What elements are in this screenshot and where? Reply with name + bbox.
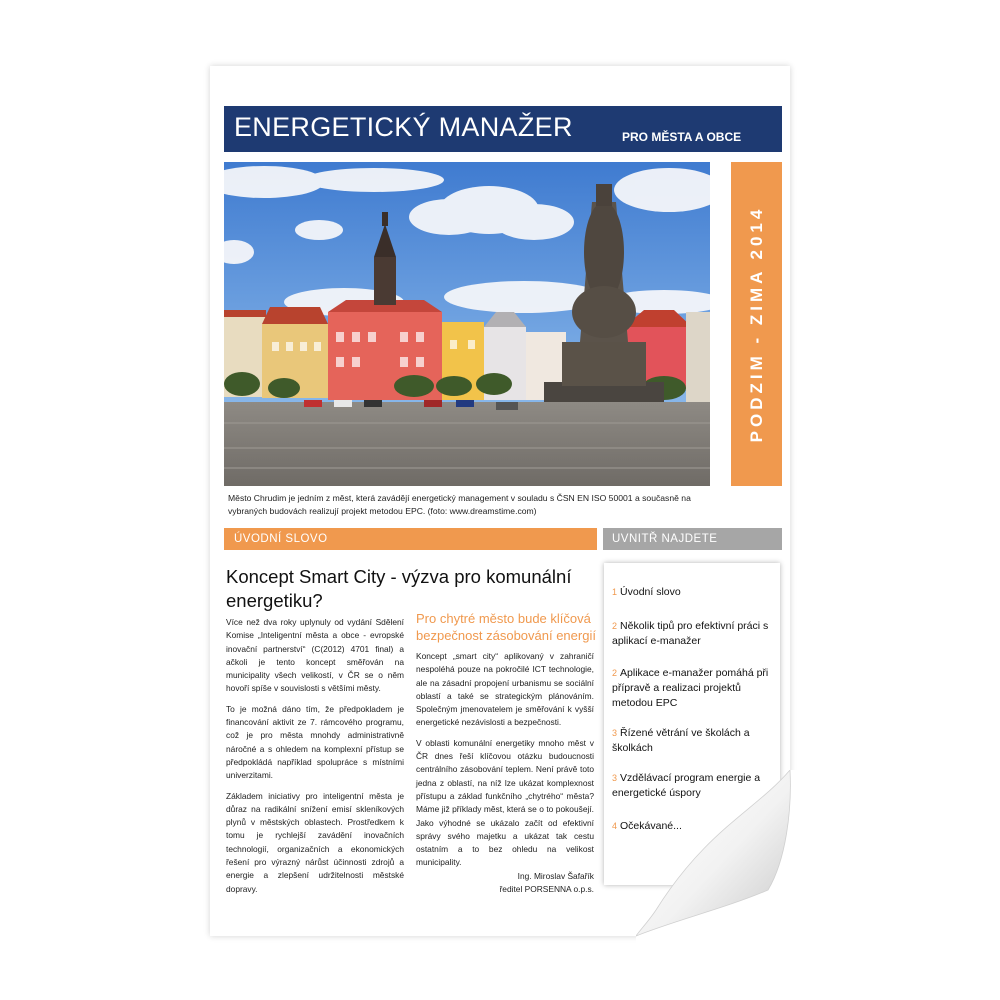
left-paragraph: To je možná dáno tím, že předpokladem je financování aktivit ze 7. rámcového programu, což je pro města mnohdy administrativně náročné a s ohledem na komplexní přístup se předpokládá například spolupráce s místními univerzitami. (226, 703, 404, 781)
toc-text: Úvodní slovo (620, 586, 681, 598)
section-bar-intro: ÚVODNÍ SLOVO (224, 528, 597, 550)
toc-item[interactable] (612, 619, 777, 649)
toc-item[interactable] (612, 726, 777, 756)
right-paragraph: Koncept „smart city“ aplikovaný v zahraničí nespoléhá pouze na pokročilé ICT technologie, ale na zásadní propojení urbanismu se sociální oblastí a také se strategickým plánováním. Společným jmenovatelem je směřování k vyšší energetické nezávislosti a bezpečnosti. (416, 651, 594, 728)
toc-text: Očekávané... (620, 820, 682, 832)
left-paragraph: Více než dva roky uplynuly od vydání Sdělení Komise „Inteligentní města a obce - evropské inovační partnerství“ (C(2012) 4701 final) a ačkoli je tento koncept směřován na municipality všech velikostí, v ČR se o něm hovoří spíše v souvislosti s většími městy. (226, 617, 404, 694)
toc-text: Aplikace e-manažer pomáhá při přípravě a realizaci projektů metodou EPC (612, 667, 769, 709)
toc-number: 4 (612, 821, 618, 831)
toc-number: 3 (612, 773, 618, 783)
left-paragraph: Základem iniciativy pro inteligentní města je důraz na radikální snížení emisí skleníkových plynů v městských oblastech. Prostředkem k tomu je rychlejší zavádění inovačních technologií, organizačních a ekonomických řešení pro výrazný nárůst účinnosti zdrojů a energie a zlepšení udržitelnosti městské dopravy. (226, 790, 404, 894)
season-banner (731, 162, 782, 486)
toc-number: 2 (612, 621, 618, 631)
right-paragraph: V oblasti komunální energetiky mnoho měst v ČR dnes řeší klíčovou otázku budoucnosti centrálního zásobování teplem. Není právě toto jedna z oblastí, na níž lze ukázat komplexnost přístupu a základ funkčního „chytrého“ města? Máme již příklady měst, která se o to pokoušejí. Jako výhodné se ukázalo začít od efektivní správy svého majetku a ukázat tak cestu ostatním a to bez ohledu na velikost municipality. (416, 737, 594, 868)
article-left-column (226, 616, 404, 903)
season-label: PODZIM - ZIMA 2014 (746, 205, 766, 443)
masthead (224, 106, 782, 152)
author-role: ředitel PORSENNA o.p.s. (499, 884, 594, 894)
newsletter-subtitle: PRO MĚSTA A OBCE (622, 130, 742, 144)
article-subhead: Pro chytré město bude klíčová bezpečnost zásobování energií (416, 611, 596, 643)
toc-number: 1 (612, 587, 618, 597)
author-signature (480, 870, 594, 896)
toc-number: 2 (612, 668, 618, 678)
photo-caption: Město Chrudim je jedním z měst, která zavádějí energetický management v souladu s ČSN EN ISO 50001 a současně na vybraných budovách realizují projekt metodou EPC. (foto: www.dreamstime.com) (228, 493, 691, 516)
toc-text: Několik tipů pro efektivní práci s aplikací e-manažer (612, 620, 769, 647)
toc-number: 3 (612, 728, 618, 738)
page-curl (636, 770, 806, 950)
newsletter-title: ENERGETICKÝ MANAŽER (234, 112, 573, 142)
toc-text: Řízené větrání ve školách a školkách (612, 727, 750, 754)
author-name: Ing. Miroslav Šafařík (517, 871, 594, 881)
toc-item[interactable] (612, 666, 777, 711)
town-square-photo (224, 162, 710, 486)
section-bar-inside: UVNITŘ NAJDETE (603, 528, 782, 550)
toc-item[interactable] (612, 585, 777, 600)
toc-text: Vzdělávací program energie a energetické úspory (612, 772, 761, 799)
article-headline: Koncept Smart City - výzva pro komunální energetiku? (226, 566, 572, 611)
article-right-column (416, 650, 594, 877)
